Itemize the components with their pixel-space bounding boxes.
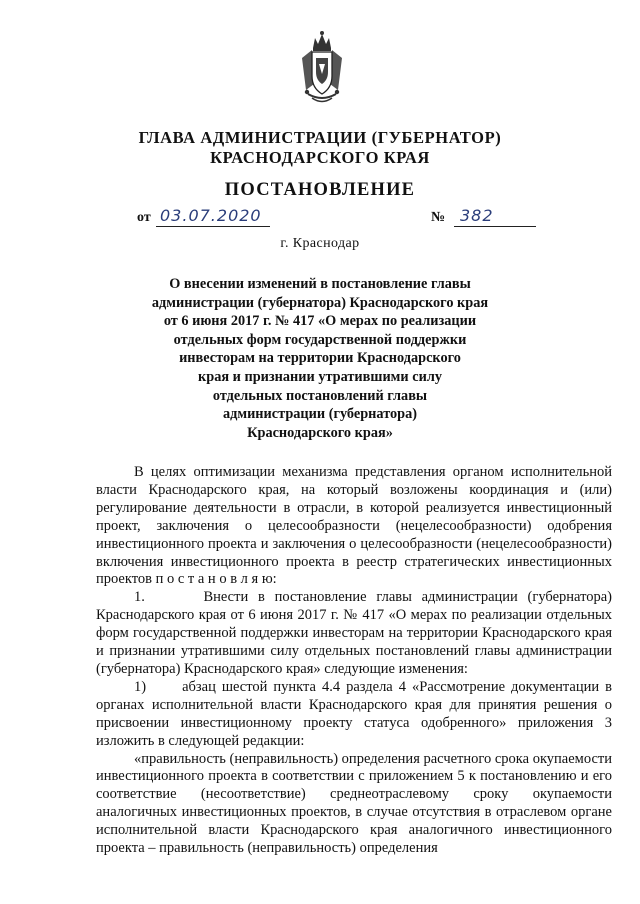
title-line: края и признании утратившими силу [198,368,442,385]
number-label: № [431,210,446,225]
date-label: от [137,210,151,225]
title-line: администрации (губернатора) Краснодарского края [151,294,489,311]
authority-name-line1: ГЛАВА АДМИНИСТРАЦИИ (ГУБЕРНАТОР) [138,128,502,147]
title-line: администрации (губернатора) [222,406,418,423]
title-line: отдельных форм государственной поддержки [173,331,467,348]
quoted-paragraph: «правильность (неправильность) определения расчетного срока окупаемости инвестиционного проекта в соответствии с приложением 5 к постановлению и его соответствие (несоответствие) среднеотраслевому сроку окупаемости аналогичных инвестиционных проектов, в случае отсутствия в отраслевом органе исполнительной власти Краснодарского края аналогичного инвестиционного проекта – правильность (неправильность) определения [96,750,612,857]
title-line: Краснодарского края» [247,424,393,441]
title-line: отдельных постановлений главы [212,387,428,404]
authority-name-line2: КРАСНОДАРСКОГО КРАЯ [210,148,430,167]
number-value: 382 [454,206,536,227]
paragraph-item-1: 1. Внести в постановление главы администрации (губернатора) Краснодарского края от 6 июня 2017 г. № 417 «О мерах по реализации отдельных форм государственной поддержки инвесторам на территории Краснодарского края и признании утратившими силу отдельных постановлений главы администрации (губернатора) Краснодарского края» следующие изменения: [96,589,616,677]
city: г. Краснодар [280,236,360,251]
krasnodar-coat-of-arms-icon [298,28,346,106]
date-value: 03.07.2020 [156,206,270,227]
title-line: О внесении изменений в постановление главы [169,276,471,292]
date-number-row [0,208,640,232]
title-line: от 6 июня 2017 г. № 417 «О мерах по реализации [163,313,477,330]
title-line: инвесторам на территории Краснодарского [179,350,461,367]
preamble-paragraph: В целях оптимизации механизма представления органом исполнительной власти Краснодарского края, на который возложены координация и (или) регулирование деятельности в отрасли, в которой реализуется инвестиционный проект, заключения о целесообразности (нецелесообразности) одобрения инвестиционного проекта и заключения о целесообразности (нецелесообразности) включения инвестиционного проекта в реестр стратегических инвестиционных проектов п о с т а н о в л я ю: [96,464,612,588]
paragraph-subitem-1: 1) абзац шестой пункта 4.4 раздела 4 «Рассмотрение документации в органах исполнительной власти Краснодарского края для принятия решения о присвоении инвестиционному проекту статуса одобренного» приложения 3 изложить в следующей редакции: [96,678,616,749]
document-title [150,275,490,442]
document-body [96,464,616,858]
document-type: ПОСТАНОВЛЕНИЕ [224,180,416,200]
